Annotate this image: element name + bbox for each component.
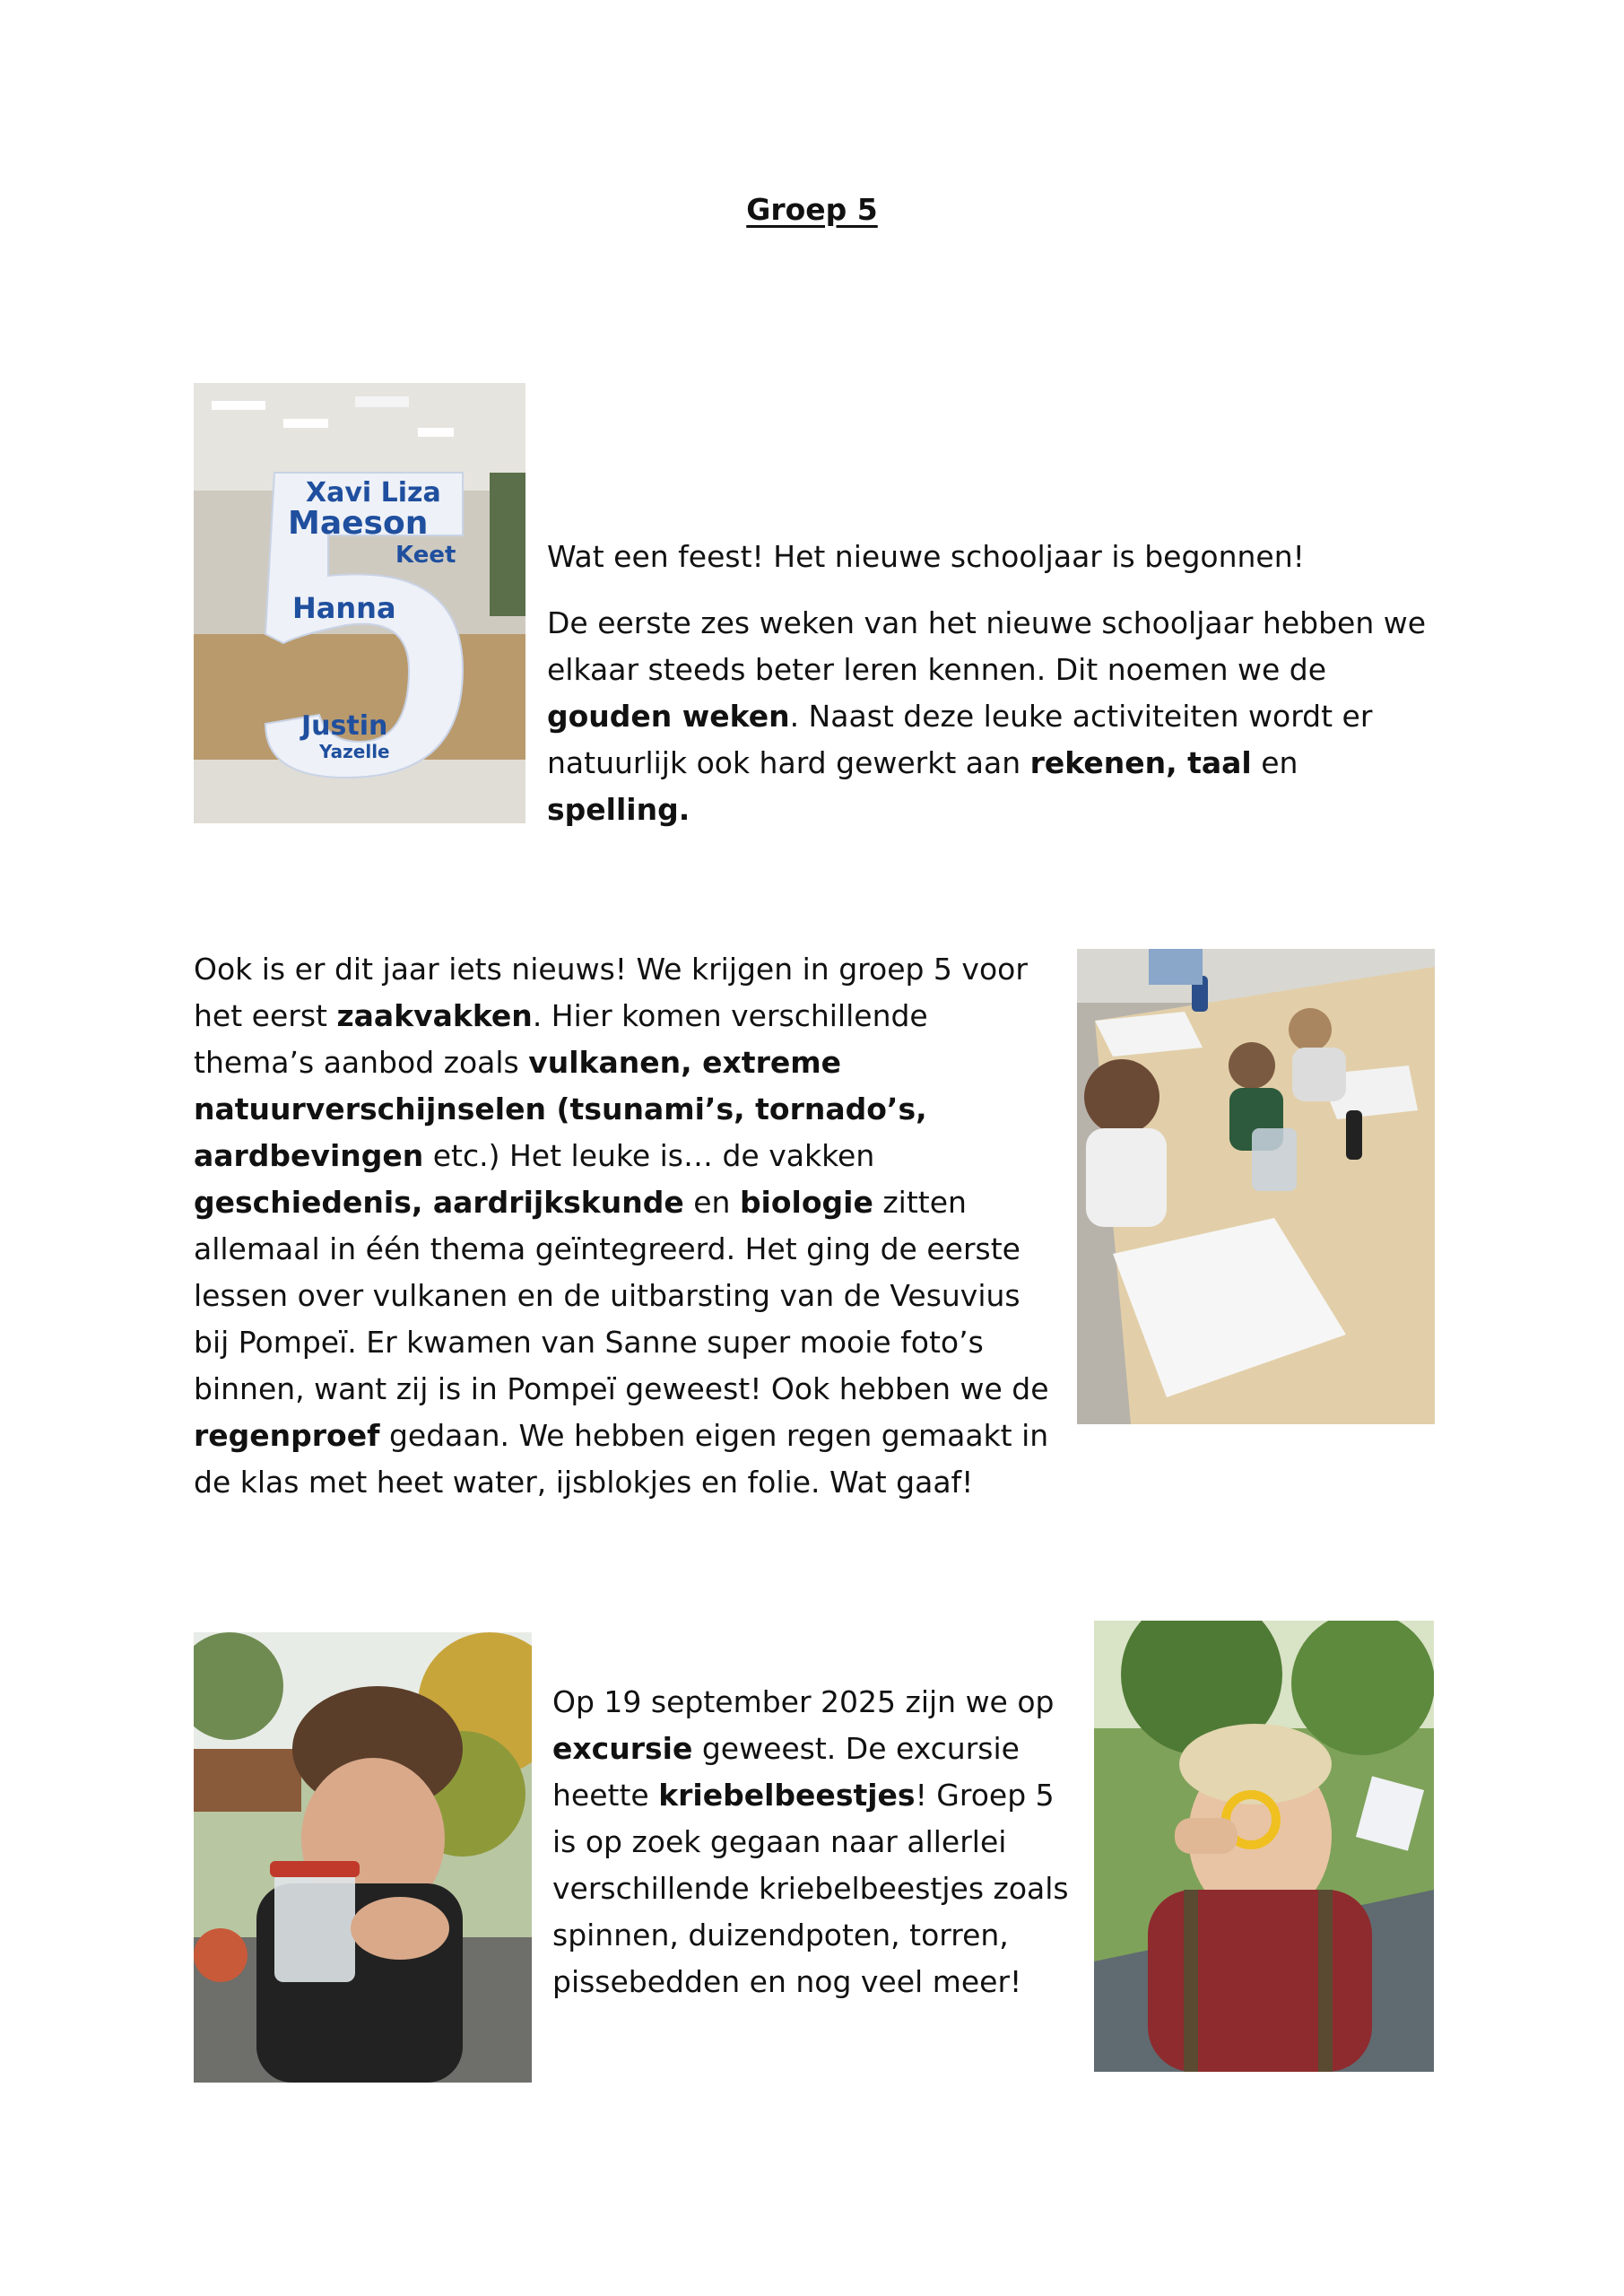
highlight-biologie: biologie [739, 1185, 873, 1220]
photo-classroom-experiment [1077, 949, 1435, 1424]
photo-text-names-top: Xavi Liza [306, 477, 441, 509]
zaakvakken-text [194, 946, 1055, 1526]
highlight-themas: vulkanen, extreme natuurverschijnselen (tsunami’s, tornado’s, aardbevingen [194, 1045, 927, 1173]
highlight-vakken: geschiedenis, aardrijkskunde [194, 1185, 684, 1220]
photo-text-hanna: Hanna [292, 591, 396, 625]
highlight-rekenen-taal: rekenen, taal [1029, 745, 1252, 780]
intro-text [547, 534, 1444, 853]
photo-classroom-number-five [194, 383, 525, 823]
highlight-zaakvakken: zaakvakken [336, 998, 533, 1033]
highlight-excursie: excursie [552, 1731, 693, 1766]
intro-line: Wat een feest! Het nieuwe schooljaar is begonnen! [547, 539, 1305, 574]
photo-text-maeson: Maeson [288, 505, 429, 542]
photo-boy-bug-jar [194, 1632, 532, 2083]
zaakvakken-paragraph: Ook is er dit jaar iets nieuws! We krijgen in groep 5 voor het eerst zaakvakken. Hier komen verschillende thema’s aanbod zoals vulkanen, extreme natuurverschijnselen (tsunami’s, tornado’s, aardbevingen etc.) Het leuke is… de vakken geschiedenis, aardrijkskunde en biologie zitten allemaal in één thema geïntegreerd. Het ging de eerste lessen over vulkanen en de uitbarsting van de Vesuvius bij Pompeï. Er kwamen van Sanne super mooie foto’s binnen, want zij is in Pompeï geweest! Ook hebben we de regenproef gedaan. We hebben eigen regen gemaakt in de klas met heet water, ijsblokjes en folie. Wat gaaf! [194, 952, 1049, 1500]
photo-text-justin: Justin [301, 710, 388, 742]
intro-paragraph: De eerste zes weken van het nieuwe schooljaar hebben we elkaar steeds beter leren kennen. Dit noemen we de gouden weken. Naast deze leuke activiteiten wordt er natuurlijk ook hard gewerkt aan rekenen, taal en spelling. [547, 605, 1427, 827]
photo-text-keet: Keet [395, 542, 456, 569]
highlight-gouden-weken: gouden weken [547, 699, 790, 734]
page-title: Groep 5 [746, 192, 878, 227]
highlight-regenproef: regenproef [194, 1418, 380, 1453]
excursie-paragraph: Op 19 september 2025 zijn we op excursie geweest. De excursie heette kriebelbeestjes! Groep 5 is op zoek gegaan naar allerlei verschillende kriebelbeestjes zoals spinnen, duizendpoten, torren, pissebedden en nog veel meer! [552, 1684, 1069, 1999]
photo-text-yazelle: Yazelle [319, 741, 390, 762]
excursie-text [552, 1679, 1073, 2025]
highlight-kriebelbeestjes: kriebelbeestjes [658, 1778, 916, 1813]
highlight-spelling: spelling. [547, 792, 690, 827]
photo-girl-magnifying-glass [1094, 1621, 1434, 2072]
